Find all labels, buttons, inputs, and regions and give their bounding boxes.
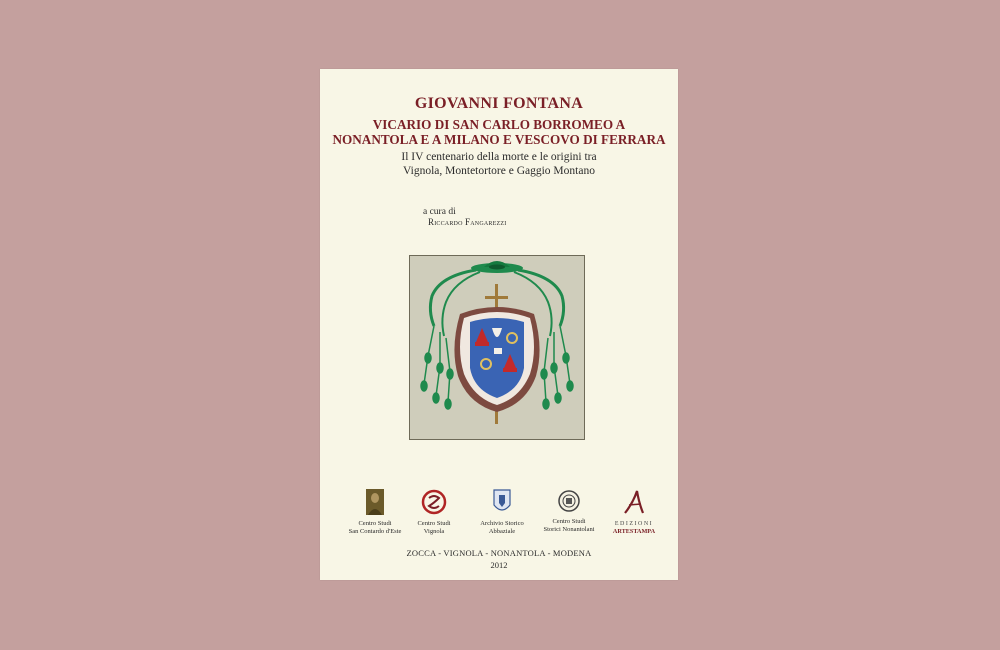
subtitle-line: Vignola, Montetortore e Gaggio Montano <box>403 165 595 177</box>
book-subtitle <box>320 150 678 178</box>
shield-emblem-icon <box>470 489 534 518</box>
logo-label-line: Vignola <box>423 528 445 535</box>
logo-label-line: Abbaziale <box>488 528 516 535</box>
sponsor-logos <box>320 489 678 539</box>
logo-label-line: EDIZIONI <box>614 521 654 527</box>
logo-nonantolani <box>538 489 600 534</box>
curator-label: a cura di <box>423 207 456 217</box>
publication-places: ZOCCA - VIGNOLA - NONANTOLA - MODENA <box>406 548 592 558</box>
title-line: NONANTOLA E A MILANO E VESCOVO DI FERRARA <box>332 132 666 147</box>
title-line: VICARIO DI SAN CARLO BORROMEO A <box>372 117 626 132</box>
book-cover <box>320 69 678 580</box>
logo-label-line: Centro Studi <box>552 518 586 525</box>
publication-year: 2012 <box>490 560 508 570</box>
logo-label-line: Archivio Storico <box>480 520 524 527</box>
logo-label-line: ARTESTAMPA <box>612 528 656 535</box>
logo-label-line: Centro Studi <box>358 520 392 527</box>
logo-san-contardo <box>347 489 403 536</box>
coat-of-arms-image <box>409 255 585 440</box>
letter-a-icon <box>609 489 659 518</box>
curator-name: Riccardo Fangarezzi <box>428 217 507 227</box>
book-title <box>320 117 678 147</box>
author-name: GIOVANNI FONTANA <box>414 95 584 112</box>
logo-vignola <box>412 489 456 536</box>
portrait-icon <box>347 489 403 518</box>
logo-archivio <box>470 489 534 536</box>
round-seal-icon <box>538 489 600 516</box>
subtitle-line: Il IV centenario della morte e le origini tra <box>401 151 597 163</box>
logo-label-line: Storici Nonantolani <box>543 526 595 533</box>
coat-of-arms-icon <box>410 256 584 439</box>
logo-label-line: San Contardo d'Este <box>348 528 402 535</box>
circle-emblem-icon <box>412 489 456 518</box>
logo-artestampa <box>609 489 659 536</box>
logo-label-line: Centro Studi <box>417 520 451 527</box>
